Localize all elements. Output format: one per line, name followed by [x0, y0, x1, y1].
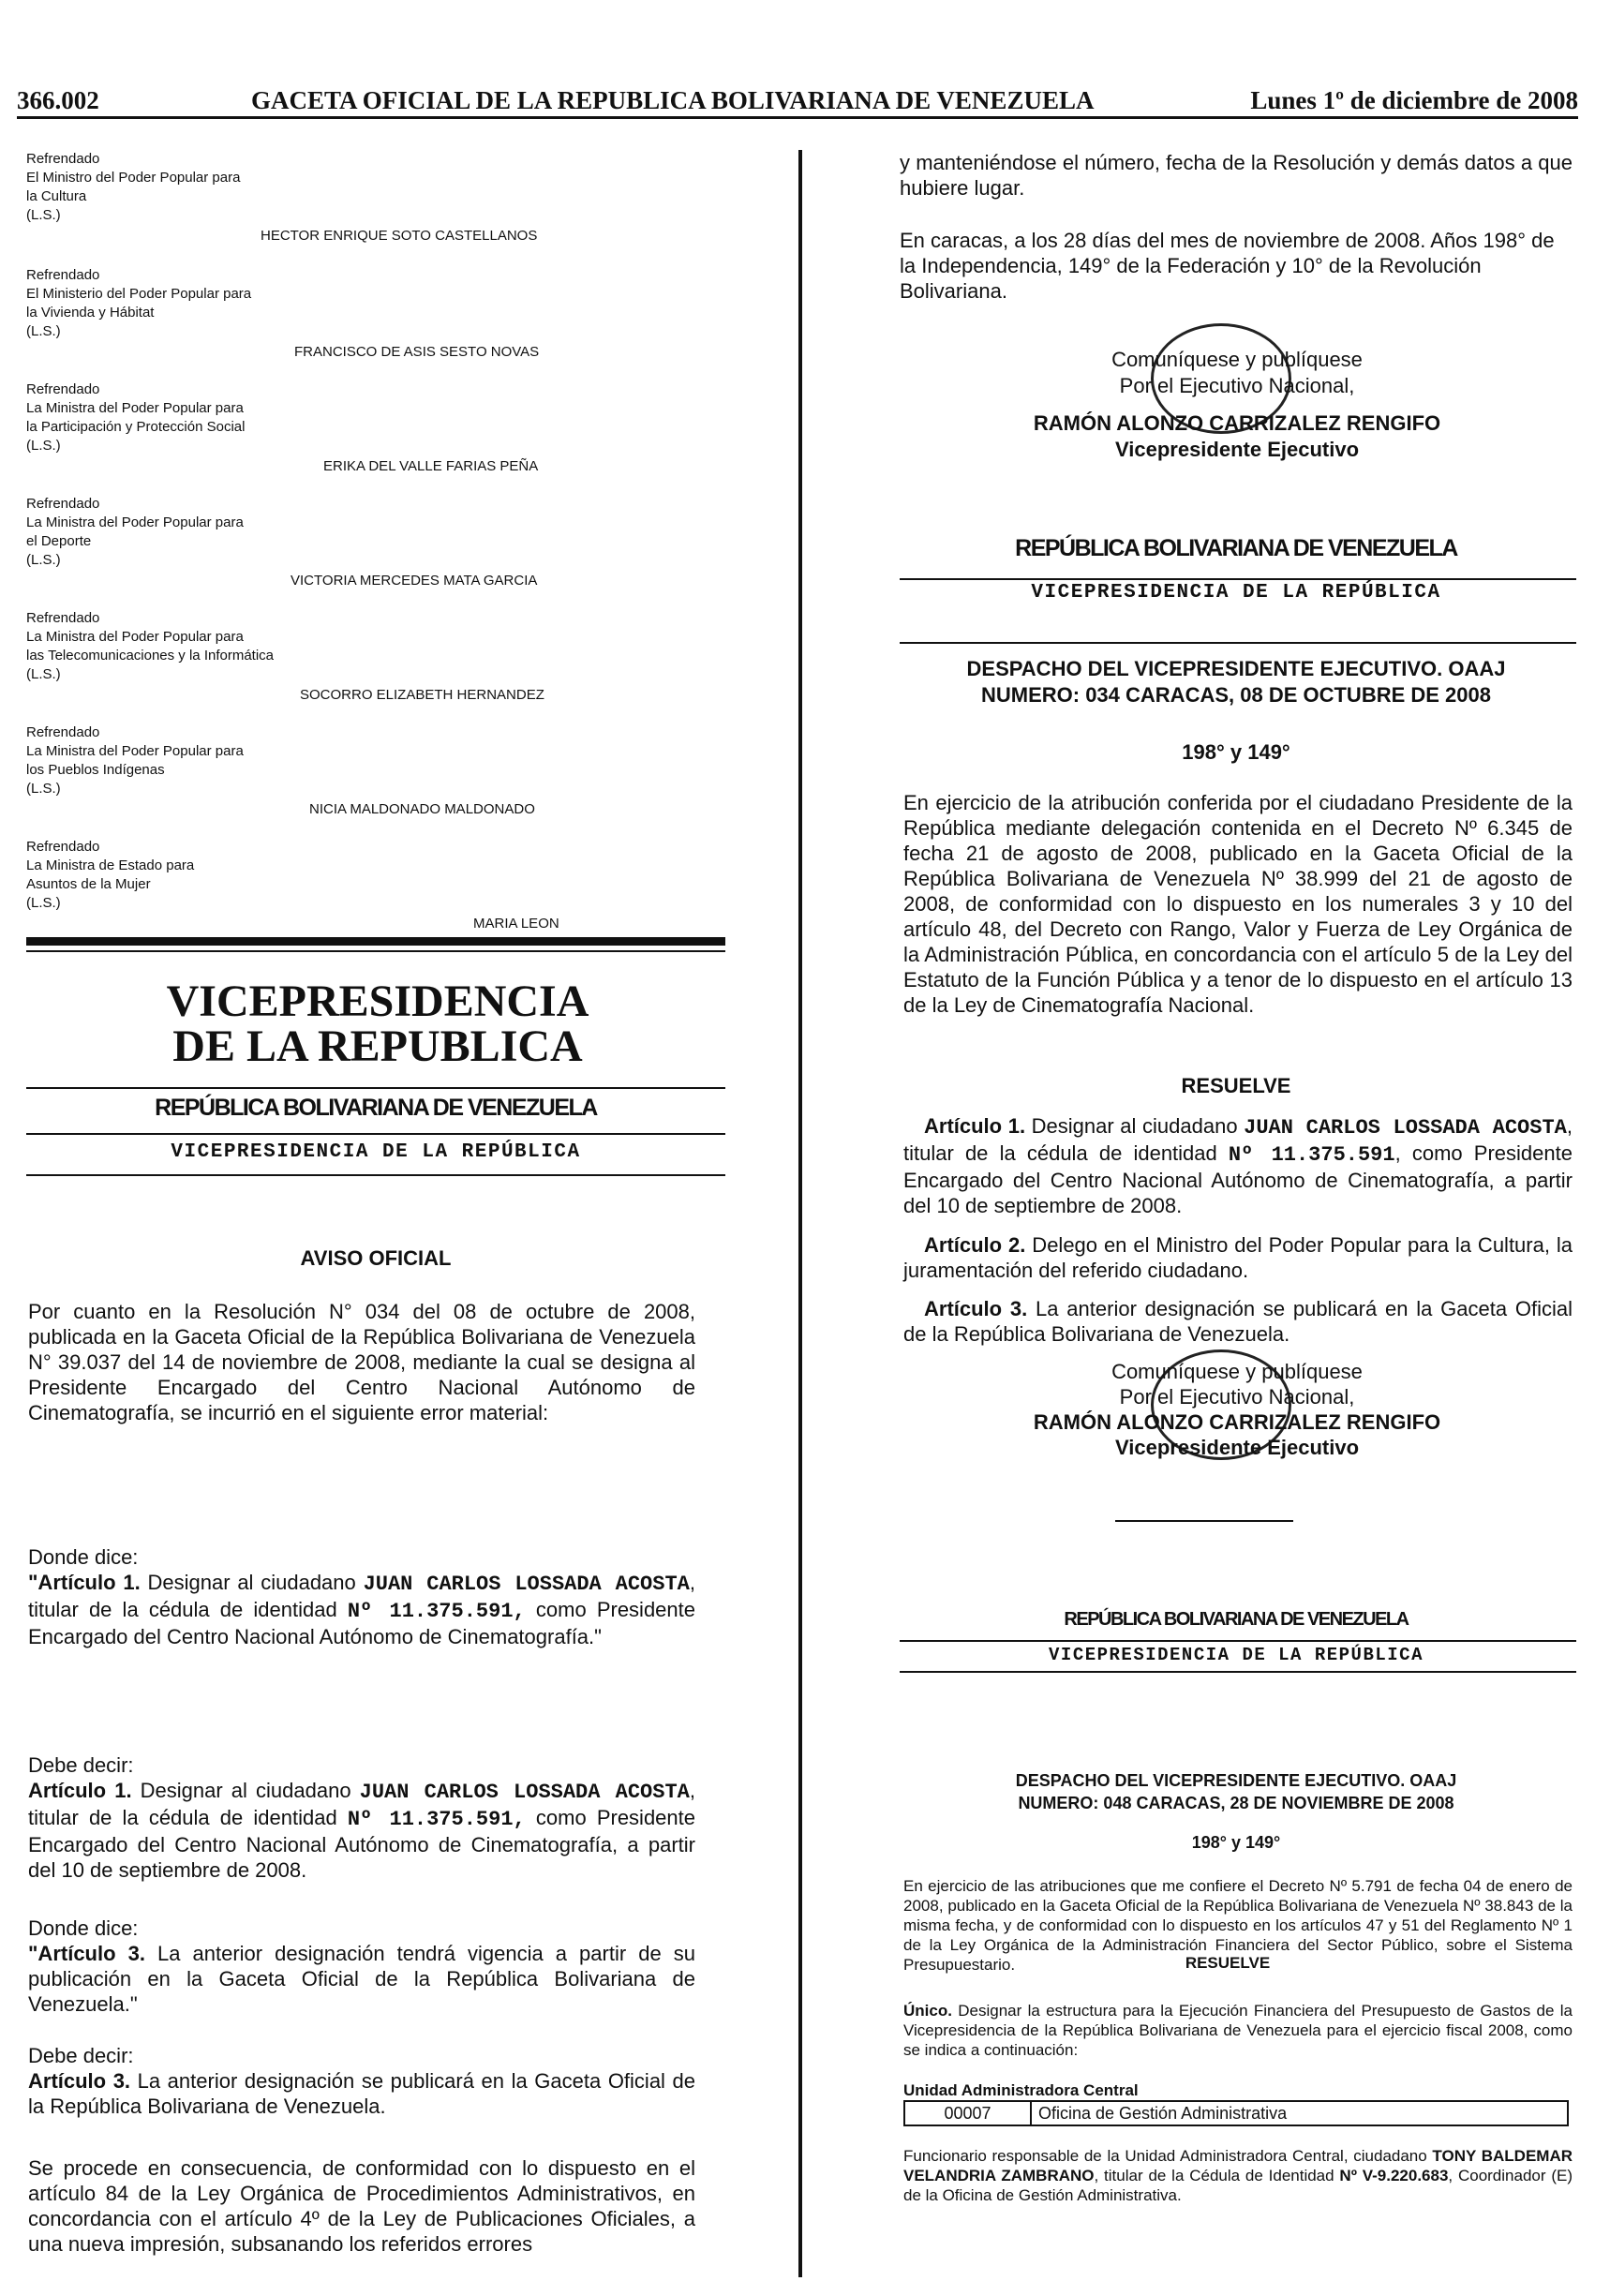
- donde-dice-1: [28, 1544, 695, 1649]
- refrendado-line: La Ministra del Poder Popular para: [26, 514, 244, 530]
- refrendado-line: (L.S.): [26, 438, 61, 454]
- donde-dice-label: Donde dice:: [28, 1545, 139, 1569]
- debe-decir-1: [28, 1752, 695, 1883]
- resuelve-article-1: Artículo 1. Designar al ciudadano JUAN CARLOS LOSSADA ACOSTA, titular de la cédula de identidad Nº 11.375.591, como Presidente Encargado del Centro Nacional Autónomo de Cinematografía, a partir del 10 de septiembre de 2008.: [903, 1114, 1573, 1217]
- ejercicio-paragraph-1: En ejercicio de la atribución conferida por el ciudadano Presidente de la República mediante delegación contenida en el Decreto Nº 6.345 de fecha 21 de agosto de 2008, publicado en la Gaceta Oficial de la República Bolivariana de Venezuela Nº 38.999 del 21 de agosto de 2008, de conformidad con lo dispuesto en los numerales 3 y 10 del artículo 48, del Decreto con Rango, Valor y Fuerza de Ley Orgánica de la Administración Pública, en concordancia con el artículo 5 de la Ley del Estatuto de la Función Pública y a tenor de lo dispuesto en el artículo 13 de la Ley de Cinematografía Nacional.: [903, 791, 1573, 1017]
- resuelve-article-3: Artículo 3. La anterior designación se publicará en la Gaceta Oficial de la República Bolivariana de Venezuela.: [903, 1297, 1573, 1346]
- signer-title: Vicepresidente Ejecutivo: [1114, 438, 1360, 461]
- signature-underline: [1115, 1520, 1293, 1522]
- signature-line: Comuníquese y publíquese: [1111, 1360, 1363, 1383]
- refrendado-block: [26, 380, 607, 474]
- despacho-line: NUMERO: 048 CARACAS, 28 DE NOVIEMBRE DE 2008: [1018, 1794, 1454, 1812]
- aviso-intro: Por cuanto en la Resolución N° 034 del 08 de octubre de 2008, publicada en la Gaceta Oficial de la República Bolivariana de Venezuela N° 39.037 del 14 de noviembre de 2008, mediante la cual se designa al Presidente Encargado del Centro Nacional Autónomo de Cinematografía, se incurrió en el siguiente error material:: [28, 1300, 695, 1424]
- refrendado-signer: NICIA MALDONADO MALDONADO: [309, 801, 535, 817]
- debe-decir-text: Artículo 3. La anterior designación se publicará en la Gaceta Oficial de la República Bolivariana de Venezuela.: [28, 2069, 695, 2118]
- despacho-heading-2: [900, 1769, 1573, 1814]
- refrendado-label: Refrendado: [26, 496, 100, 512]
- refrendado-line: (L.S.): [26, 552, 61, 568]
- signer-title: Vicepresidente Ejecutivo: [1114, 1436, 1360, 1459]
- refrendado-label: Refrendado: [26, 267, 100, 283]
- donde-dice-2: [28, 1916, 695, 2017]
- refrendado-label: Refrendado: [26, 724, 100, 740]
- rule: [900, 578, 1576, 580]
- issue-date: Lunes 1º de diciembre de 2008: [1250, 86, 1578, 114]
- section-title-line1: VICEPRESIDENCIA: [166, 977, 589, 1026]
- years-2: 198° y 149°: [1191, 1833, 1281, 1852]
- refrendado-label: Refrendado: [26, 151, 100, 167]
- refrendado-line: la Participación y Protección Social: [26, 419, 246, 435]
- rule: [900, 1640, 1576, 1642]
- debe-decir-label: Debe decir:: [28, 1753, 134, 1777]
- refrendado-label: Refrendado: [26, 839, 100, 855]
- closing-paragraph: Se procede en consecuencia, de conformidad con lo dispuesto en el artículo 84 de la Ley Orgánica de Procedimientos Administrativos, en concordancia con el artículo 4º de la Ley de Publicaciones Oficiales, a una nueva impresión, subsanando los referidos errores: [28, 2156, 695, 2256]
- signature-block-2: [975, 1359, 1499, 1460]
- continuation-text: y manteniéndose el número, fecha de la Resolución y demás datos a que hubiere lugar.: [900, 151, 1573, 200]
- refrendado-line: El Ministro del Poder Popular para: [26, 170, 241, 186]
- refrendado-signer: MARIA LEON: [473, 916, 559, 932]
- refrendado-line: la Cultura: [26, 188, 87, 204]
- refrendado-line: (L.S.): [26, 207, 61, 223]
- header-rule: [17, 116, 1578, 119]
- signature-line: Comuníquese y publíquese: [1111, 348, 1363, 371]
- republic-name: REPÚBLICA BOLIVARIANA DE VENEZUELA: [1015, 535, 1457, 561]
- refrendado-line: la Vivienda y Hábitat: [26, 305, 155, 321]
- refrendado-line: (L.S.): [26, 323, 61, 339]
- signature-block-1: [975, 347, 1499, 463]
- unidad-table-row: [903, 2100, 1569, 2126]
- despacho-line: NUMERO: 034 CARACAS, 08 DE OCTUBRE DE 2008: [980, 683, 1492, 707]
- republic-name: REPÚBLICA BOLIVARIANA DE VENEZUELA: [155, 1095, 597, 1121]
- refrendado-label: Refrendado: [26, 381, 100, 397]
- unico-article: Único. Designar la estructura para la Ejecución Financiera del Presupuesto de Gastos de la Vicepresidencia de la República Bolivariana de Venezuela para el ejercicio fiscal 2008, como se indica a continuación:: [903, 2002, 1573, 2059]
- despacho-line: DESPACHO DEL VICEPRESIDENTE EJECUTIVO. OAAJ: [1015, 1771, 1457, 1790]
- rule: [26, 1133, 725, 1135]
- refrendado-line: La Ministra de Estado para: [26, 857, 195, 873]
- refrendado-signer: HECTOR ENRIQUE SOTO CASTELLANOS: [261, 228, 538, 244]
- despacho-heading-1: [900, 656, 1573, 708]
- refrendado-line: el Deporte: [26, 533, 92, 549]
- section-rule-thin: [26, 950, 725, 952]
- donde-dice-label: Donde dice:: [28, 1916, 139, 1940]
- section-rule-thick: [26, 937, 725, 946]
- aviso-heading: AVISO OFICIAL: [300, 1246, 452, 1270]
- donde-dice-text: "Artículo 1. Designar al ciudadano JUAN CARLOS LOSSADA ACOSTA, titular de la cédula de identidad Nº 11.375.591, como Presidente Encargado del Centro Nacional Autónomo de Cinematografía.": [28, 1571, 695, 1648]
- refrendado-block: [26, 266, 607, 360]
- refrendado-line: (L.S.): [26, 666, 61, 682]
- rule: [900, 642, 1576, 644]
- refrendado-line: los Pueblos Indígenas: [26, 762, 165, 778]
- refrendado-signer: SOCORRO ELIZABETH HERNANDEZ: [300, 687, 544, 703]
- unidad-description: Oficina de Gestión Administrativa: [1038, 2104, 1288, 2123]
- refrendado-line: El Ministerio del Poder Popular para: [26, 286, 252, 302]
- refrendado-block: [26, 723, 607, 817]
- signature-line: Por el Ejecutivo Nacional,: [1119, 1385, 1355, 1409]
- resuelve-heading: RESUELVE: [1181, 1074, 1291, 1097]
- debe-decir-2: [28, 2043, 695, 2119]
- refrendado-block: [26, 609, 607, 703]
- signer-name: RAMÓN ALONZO CARRIZALEZ RENGIFO: [1033, 1410, 1441, 1434]
- vicepresidency-name: VICEPRESIDENCIA DE LA REPÚBLICA: [171, 1141, 581, 1163]
- refrendado-line: las Telecomunicaciones y la Informática: [26, 648, 275, 663]
- refrendado-block: [26, 150, 607, 244]
- vicepresidency-name: VICEPRESIDENCIA DE LA REPÚBLICA: [1031, 582, 1441, 604]
- funcionario-paragraph: Funcionario responsable de la Unidad Administradora Central, ciudadano TONY BALDEMAR VELANDRIA ZAMBRANO, titular de la Cédula de Identidad Nº V-9.220.683, Coordinador (E) de la Oficina de Gestión Administrativa.: [903, 2147, 1573, 2204]
- donde-dice-text: "Artículo 3. La anterior designación tendrá vigencia a partir de su publicación en la Gaceta Oficial de la República Bolivariana de Venezuela.": [28, 1942, 695, 2016]
- refrendado-line: La Ministra del Poder Popular para: [26, 743, 244, 759]
- debe-decir-label: Debe decir:: [28, 2044, 134, 2067]
- column-divider: [798, 150, 802, 2277]
- republic-name: REPÚBLICA BOLIVARIANA DE VENEZUELA: [1064, 1609, 1409, 1630]
- unidad-heading: Unidad Administradora Central: [903, 2081, 1139, 2099]
- refrendado-signer: ERIKA DEL VALLE FARIAS PEÑA: [323, 458, 539, 474]
- refrendado-line: Asuntos de la Mujer: [26, 876, 151, 892]
- rule: [900, 1671, 1576, 1673]
- page-header: [17, 82, 1578, 120]
- ejercicio-paragraph-2: En ejercicio de las atribuciones que me confiere el Decreto Nº 5.791 de fecha 04 de enero de 2008, publicado en la Gaceta Oficial de la República Bolivariana de Venezuela Nº 38.843 de la misma fecha, y de conformidad con lo dispuesto en los artículos 47 y 51 del Reglamento Nº 1 de la Ley Orgánica de la Administración Financiera del Sector Público, sobre el Sistema Presupuestario.: [903, 1877, 1573, 1974]
- refrendado-block: [26, 495, 607, 589]
- unidad-code: 00007: [905, 2102, 1032, 2125]
- refrendado-signer: FRANCISCO DE ASIS SESTO NOVAS: [294, 344, 540, 360]
- vicepresidency-name: VICEPRESIDENCIA DE LA REPÚBLICA: [1049, 1645, 1424, 1665]
- gazette-title: GACETA OFICIAL DE LA REPUBLICA BOLIVARIANA DE VENEZUELA: [251, 86, 1095, 114]
- signature-line: Por el Ejecutivo Nacional,: [1119, 374, 1355, 397]
- refrendado-line: (L.S.): [26, 895, 61, 911]
- resuelve-heading-2: RESUELVE: [1185, 1954, 1271, 1972]
- years-1: 198° y 149°: [1182, 740, 1290, 764]
- date-paragraph: En caracas, a los 28 días del mes de noviembre de 2008. Años 198° de la Independencia, 149° de la Federación y 10° de la Revolución Bolivariana.: [900, 229, 1555, 303]
- refrendado-line: La Ministra del Poder Popular para: [26, 400, 244, 416]
- refrendado-label: Refrendado: [26, 610, 100, 626]
- resuelve-article-2: Artículo 2. Delego en el Ministro del Poder Popular para la Cultura, la juramentación del referido ciudadano.: [903, 1233, 1573, 1282]
- refrendado-line: (L.S.): [26, 781, 61, 797]
- rule: [26, 1087, 725, 1089]
- debe-decir-text: Artículo 1. Designar al ciudadano JUAN CARLOS LOSSADA ACOSTA, titular de la cédula de identidad Nº 11.375.591, como Presidente Encargado del Centro Nacional Autónomo de Cinematografía, a partir del 10 de septiembre de 2008.: [28, 1779, 695, 1882]
- section-title-line2: DE LA REPUBLICA: [172, 1021, 583, 1071]
- refrendado-block: [26, 838, 607, 932]
- page-number: 366.002: [17, 86, 99, 114]
- refrendado-line: La Ministra del Poder Popular para: [26, 629, 244, 645]
- signer-name: RAMÓN ALONZO CARRIZALEZ RENGIFO: [1033, 411, 1441, 435]
- refrendado-signer: VICTORIA MERCEDES MATA GARCIA: [291, 573, 538, 589]
- despacho-line: DESPACHO DEL VICEPRESIDENTE EJECUTIVO. OAAJ: [966, 657, 1506, 680]
- rule: [26, 1174, 725, 1176]
